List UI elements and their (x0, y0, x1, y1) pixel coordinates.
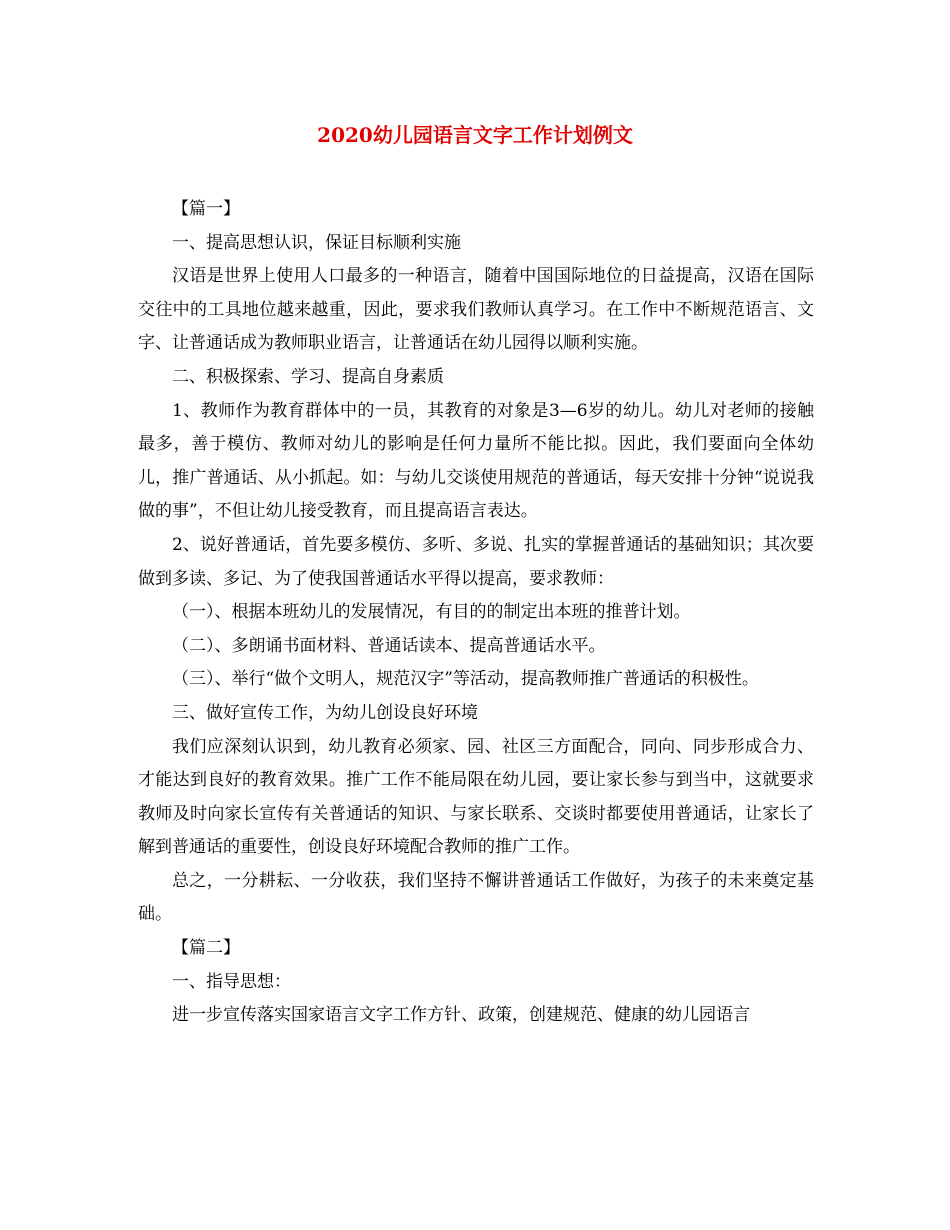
paragraph: 总之，一分耕耘、一分收获，我们坚持不懈讲普通话工作做好，为孩子的未来奠定基础。 (138, 870, 814, 925)
section-heading-part-two: 【篇二】 (172, 938, 240, 959)
subheading-3: 三、做好宣传工作，为幼儿创设良好环境 (172, 702, 478, 723)
list-item: （二）、多朗诵书面材料、普通话读本、提高普通话水平。 (172, 635, 606, 656)
paragraph: 进一步宣传落实国家语言文字工作方针、政策，创建规范、健康的幼儿园语言 (172, 1005, 750, 1026)
list-item: （一）、根据本班幼儿的发展情况，有目的的制定出本班的推普计划。 (172, 602, 691, 623)
paragraph: 我们应深刻认识到，幼儿教育必须家、园、社区三方面配合，同向、同步形成合力、才能达到良好的教育效果。推广工作不能局限在幼儿园，要让家长参与到当中，这就要求教师及时向家长宣传有关普通话的知识、与家长联系、交谈时都要使用普通话，让家长了解到普通话的重要性，创设良好环境配合教师的推广工作。 (138, 736, 814, 858)
subheading-1: 一、提高思想认识，保证目标顺利实施 (172, 232, 461, 253)
subheading-1: 一、指导思想： (172, 971, 291, 992)
section-heading-part-one: 【篇一】 (172, 199, 240, 219)
paragraph: 2、说好普通话，首先要多模仿、多听、多说、扎实的掌握普通话的基础知识；其次要做到多读、多记、为了使我国普通话水平得以提高，要求教师： (138, 534, 814, 589)
document-body (138, 193, 814, 1033)
list-item: （三）、举行“做个文明人，规范汉字”等活动，提高教师推广普通话的积极性。 (172, 669, 759, 690)
subheading-2: 二、积极探索、学习、提高自身素质 (172, 366, 444, 387)
document-title: 2020幼儿园语言文字工作计划例文 (317, 123, 633, 147)
paragraph: 1、教师作为教育群体中的一员，其教育的对象是3—6岁的幼儿。幼儿对老师的接触最多，善于模仿、教师对幼儿的影响是任何力量所不能比拟。因此，我们要面向全体幼儿，推广普通话、从小抓起。如：与幼儿交谈使用规范的普通话，每天安排十分钟“说说我做的事”，不但让幼儿接受教育，而且提高语言表达。 (138, 400, 814, 522)
paragraph: 汉语是世界上使用人口最多的一种语言，随着中国国际地位的日益提高，汉语在国际交往中的工具地位越来越重，因此，要求我们教师认真学习。在工作中不断规范语言、文字、让普通话成为教师职业语言，让普通话在幼儿园得以顺利实施。 (138, 266, 814, 354)
